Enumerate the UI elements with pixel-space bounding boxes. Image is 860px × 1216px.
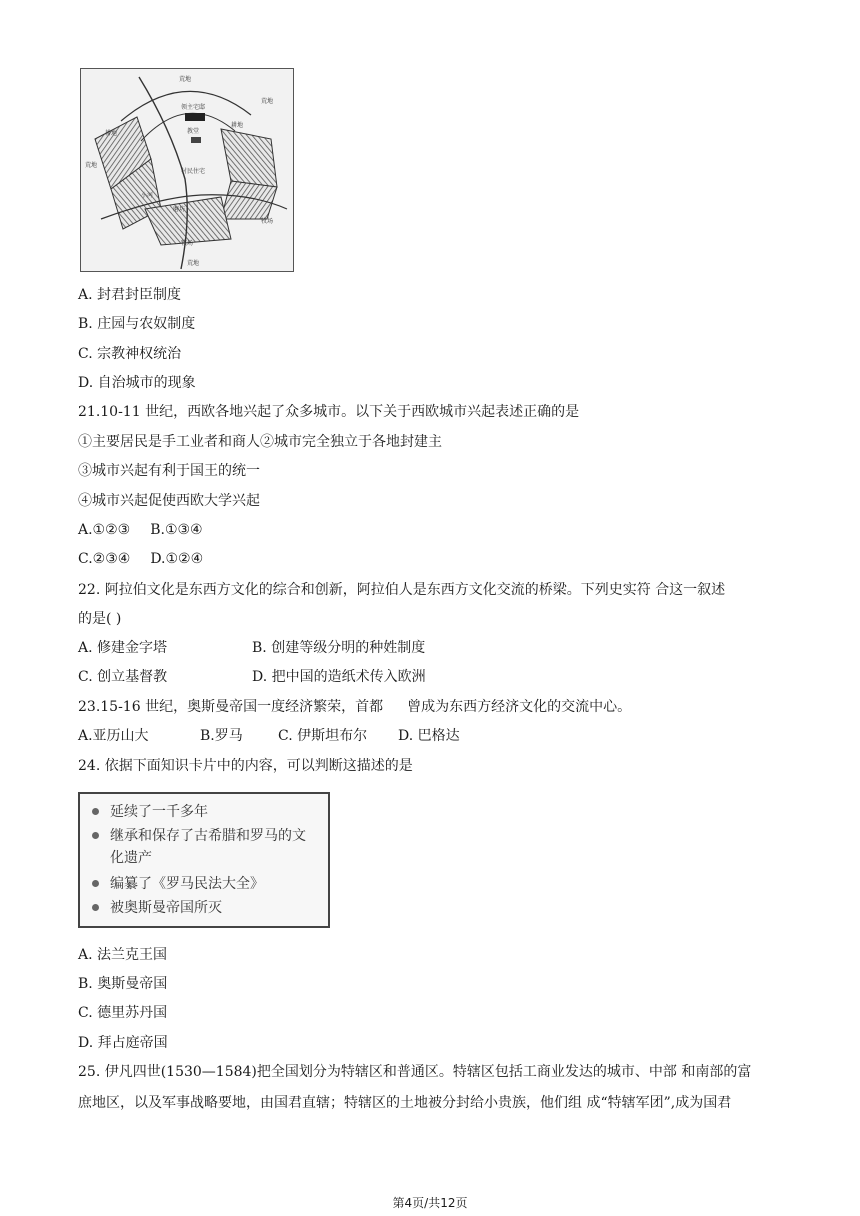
q24-option-c: C. 德里苏丹国 [78,1005,168,1021]
card-text-3: 编纂了《罗马民法大全》 [110,876,264,892]
bullet-icon [92,832,99,839]
q24-option-d: D. 拜占庭帝国 [78,1035,168,1051]
q22-stem-line-2: 的是( ) [78,611,122,627]
map-label-lord-house: 领主宅邸 [181,104,206,111]
q23-option-b: B.罗马 [200,728,243,744]
q20-option-c: C. 宗教神权统治 [78,346,182,362]
q21-statement-4: ④城市兴起促使西欧大学兴起 [78,493,260,509]
map-label-plowland-1: 耕地 [105,130,118,137]
map-label-plowland-2: 耕地 [231,122,244,129]
q23-option-a: A.亚历山大 [78,728,149,744]
q21-option-c: C.②③④ [78,551,131,567]
card-text-2-cont: 化遗产 [110,850,152,866]
q21-statement-1-2: ①主要居民是手工业者和商人②城市完全独立于各地封建主 [78,434,442,450]
q22-option-b: B. 创建等级分明的种姓制度 [252,640,426,656]
q23-option-d: D. 巴格达 [398,728,460,744]
q22-stem-line-1: 22. 阿拉伯文化是东西方文化的综合和创新，阿拉伯人是东西方文化交流的桥梁。下列史实符 合这一叙述 [78,582,726,598]
q24-stem: 24. 依据下面知识卡片中的内容，可以判断这描述的是 [78,758,413,774]
map-label-bottom: 荒地 [187,260,200,267]
map-label-left: 荒地 [85,162,98,169]
church-block [191,137,201,143]
q22-option-d: D. 把中国的造纸术传入欧洲 [252,669,426,685]
map-label-right-pasture: 牧场 [261,218,274,225]
field-right-lower [221,181,277,219]
q23-stem-part-1: 23.15-16 世纪，奥斯曼帝国一度经济繁荣，首都 [78,699,384,715]
q21-option-b: B.①③④ [150,522,203,538]
map-label-bottom-pasture: 牧场 [181,240,194,247]
card-text-1: 延续了一千多年 [110,804,208,820]
q21-options-ab [78,520,203,540]
q22-options-ab [78,638,425,658]
map-label-small-river: 小河 [141,192,154,199]
q21-option-d: D.①②④ [150,551,204,567]
q21-options-cd [78,549,203,569]
q25-line-2: 庶地区，以及军事战略要地，由国君直辖；特辖区的土地被分封给小贵族，他们组 成“特辖军团”,成为国君 [78,1095,732,1111]
q21-stem: 21.10-11 世纪，西欧各地兴起了众多城市。以下关于西欧城市兴起表述正确的是 [78,404,580,420]
bullet-icon [92,880,99,887]
q21-statement-3: ③城市兴起有利于国王的统一 [78,463,260,479]
card-text-4: 被奥斯曼帝国所灭 [110,900,222,916]
map-label-church: 教堂 [187,128,200,135]
map-label-village: 村民住宅 [181,168,206,175]
map-label-mill: 磨坊 [173,206,186,213]
page-footer: 第4页/共12页 [392,1196,468,1210]
q23-stem [78,697,631,717]
q20-option-a: A. 封君封臣制度 [78,287,182,303]
q25-line-1: 25. 伊凡四世(1530—1584)把全国划分为特辖区和普通区。特辖区包括工商业发达的城市、中部 和南部的富 [78,1064,752,1080]
q23-options [78,726,460,746]
bullet-icon [92,808,99,815]
q22-option-a: A. 修建金字塔 [78,640,168,656]
knowledge-card [78,792,330,928]
card-text-2: 继承和保存了古希腊和罗马的文 [110,828,306,844]
q23-stem-part-2: 曾成为东西方经济文化的交流中心。 [407,699,632,715]
manor-map-figure [80,68,294,272]
q22-options-cd [78,667,426,687]
q22-option-c: C. 创立基督教 [78,669,168,685]
q20-option-b: B. 庄园与农奴制度 [78,316,196,332]
q21-option-a: A.①②③ [78,522,131,538]
bullet-icon [92,904,99,911]
q24-option-b: B. 奥斯曼帝国 [78,976,168,992]
manor-map-svg [81,69,293,271]
q24-option-a: A. 法兰克王国 [78,947,168,963]
q20-option-d: D. 自治城市的现象 [78,375,196,391]
map-label-right: 荒地 [261,98,274,105]
map-label-top: 荒地 [179,76,192,83]
lord-house-block [185,113,205,121]
q23-option-c: C. 伊斯坦布尔 [278,728,368,744]
